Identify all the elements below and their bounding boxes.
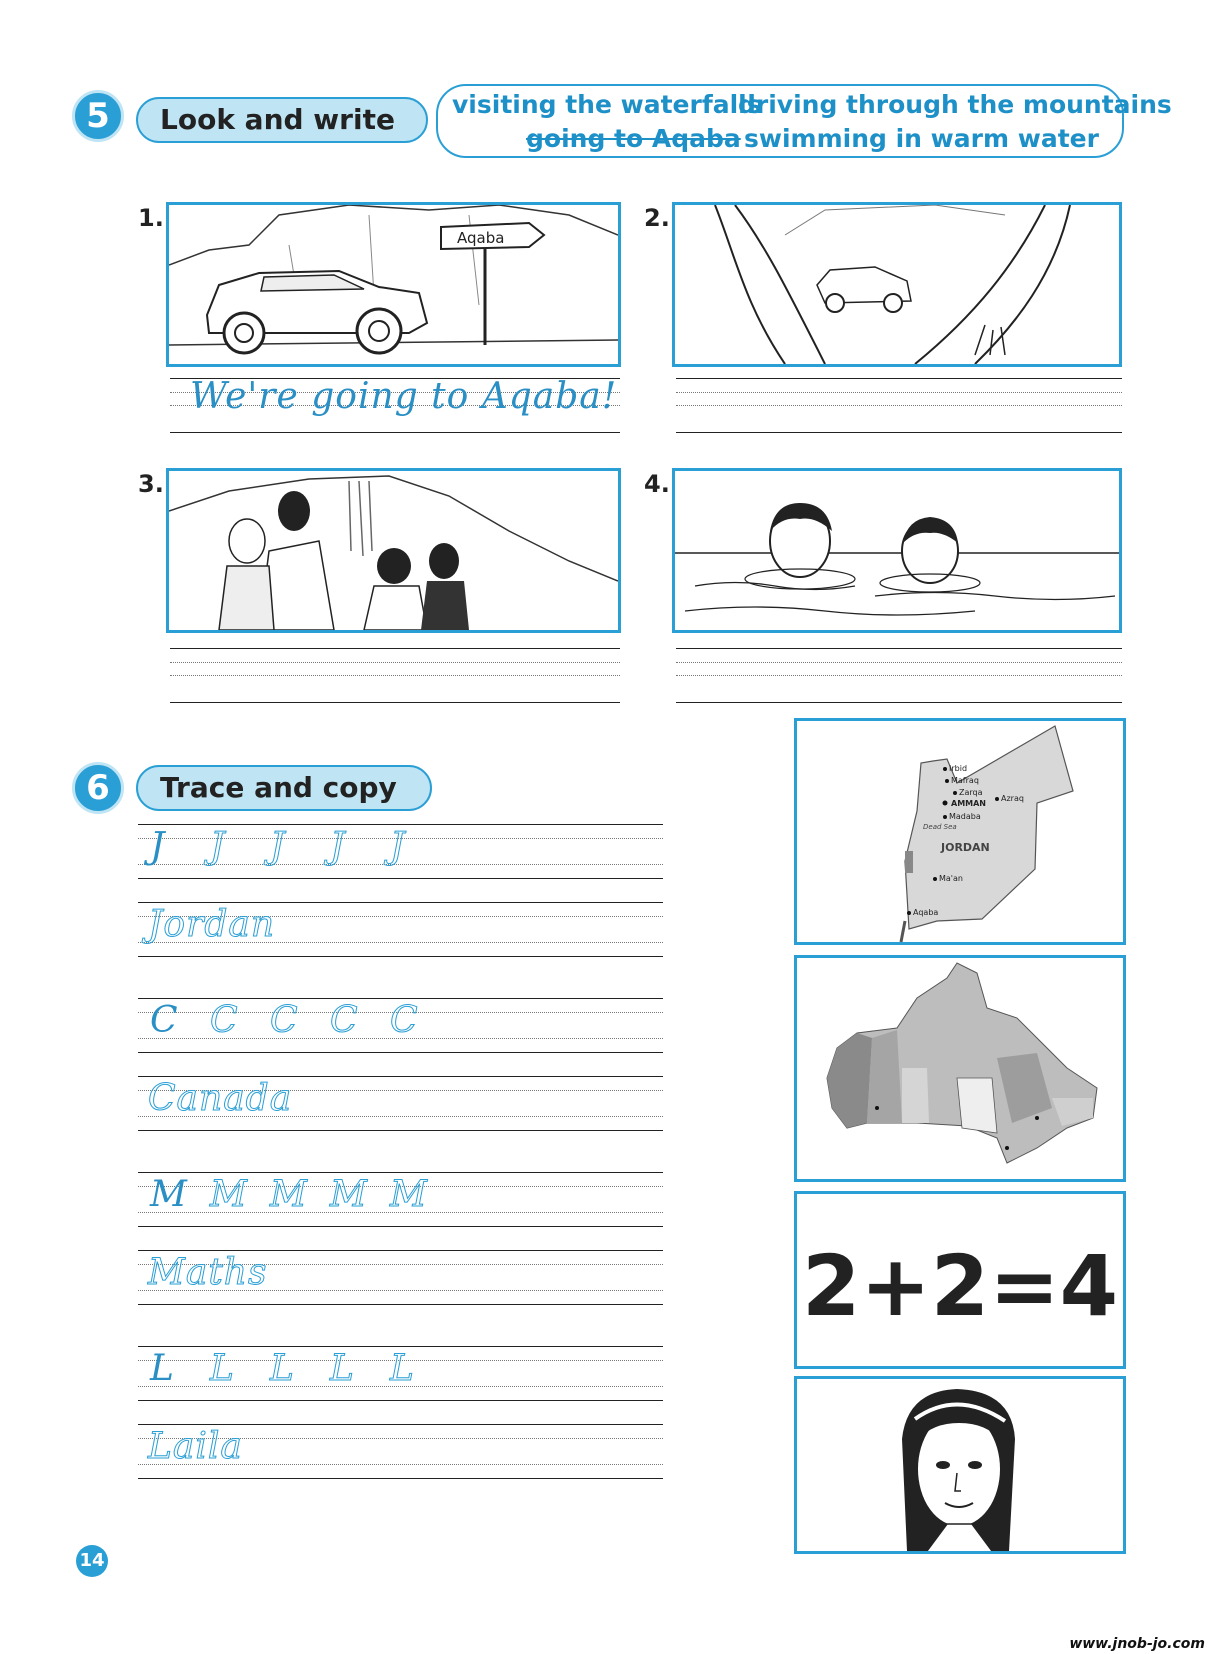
map-country-label: JORDAN [941,841,990,854]
map-city-label: Mafraq [951,776,979,785]
word-bank-phrase: visiting the waterfalls [452,90,762,119]
picture-waterfalls [166,468,621,633]
map-city-label: Ma'an [939,874,963,883]
canada-map-illustration [797,958,1123,1179]
writing-lines-3[interactable] [170,648,620,704]
picture-canada-map [794,955,1126,1182]
exercise-6-title: Trace and copy [136,765,432,811]
trace-letter: L [390,1348,415,1389]
trace-word: Canada [148,1078,293,1119]
trace-letter: J [270,826,286,867]
car-sign-illustration [169,205,618,364]
item-label: 4. [644,470,670,498]
map-city-label: Azraq [1001,794,1024,803]
trace-letter: M [210,1174,248,1215]
item-label: 1. [138,204,164,232]
exercise-5-title: Look and write [136,97,428,143]
exercise-5-number: 5 [72,90,124,142]
trace-row-word[interactable] [138,902,663,958]
trace-word: Jordan [148,904,276,945]
trace-letter: L [210,1348,235,1389]
picture-jordan-map [794,718,1126,945]
word-bank-phrase: driving through the mountains [738,90,1172,119]
trace-row-word[interactable] [138,1076,663,1132]
trace-letter: L [330,1348,355,1389]
trace-row-word[interactable] [138,1424,663,1480]
waterfall-people-illustration [169,471,618,630]
writing-lines-1 [170,378,620,434]
trace-letter: J [330,826,346,867]
map-city-label: Madaba [949,812,981,821]
trace-letter: C [270,1000,299,1041]
word-bank [436,84,1172,158]
picture-car-to-aqaba [166,202,621,367]
answer-text: We're going to Aqaba! [190,376,618,417]
sign-text: Aqaba [457,229,505,247]
swimming-illustration [675,471,1119,630]
page-number: 14 [76,1545,108,1577]
trace-letter: M [330,1174,368,1215]
trace-row-letters[interactable] [138,824,663,880]
girl-portrait-illustration [797,1379,1123,1551]
map-city-label: Dead Sea [923,823,957,831]
trace-letter: C [210,1000,239,1041]
maths-equation: 2+2=4 [801,1237,1119,1335]
picture-mountains-drive [672,202,1122,367]
trace-row-word[interactable] [138,1250,663,1306]
trace-row-letters[interactable] [138,1346,663,1402]
writing-lines-4[interactable] [676,648,1122,704]
item-label: 2. [644,204,670,232]
jordan-map-illustration [797,721,1123,942]
trace-letter: M [150,1174,188,1215]
trace-letter: L [270,1348,295,1389]
trace-letter: C [150,1000,179,1041]
picture-laila [794,1376,1126,1554]
trace-letter: J [210,826,226,867]
word-bank-phrase-used: going to Aqaba [526,124,741,153]
exercise-6-number: 6 [72,762,124,814]
trace-word: Maths [148,1252,268,1293]
writing-lines-2[interactable] [676,378,1122,434]
word-bank-phrase: swimming in warm water [744,124,1099,153]
trace-letter: M [270,1174,308,1215]
trace-word: Laila [148,1426,243,1467]
trace-letter: L [150,1348,175,1389]
picture-maths [794,1191,1126,1369]
trace-letter: C [330,1000,359,1041]
trace-row-letters[interactable] [138,998,663,1054]
trace-row-letters[interactable] [138,1172,663,1228]
footer-watermark: www.jnob-jo.com [1069,1636,1205,1652]
mountain-road-illustration [675,205,1119,364]
trace-letter: C [390,1000,419,1041]
item-label: 3. [138,470,164,498]
picture-swimming [672,468,1122,633]
map-city-label: Aqaba [913,908,939,917]
trace-letter: J [390,826,406,867]
map-city-label: Irbid [949,764,968,773]
trace-letter: M [390,1174,428,1215]
map-city-label: Zarqa [959,788,983,797]
map-city-label: AMMAN [951,799,986,808]
trace-letter: J [150,826,166,867]
